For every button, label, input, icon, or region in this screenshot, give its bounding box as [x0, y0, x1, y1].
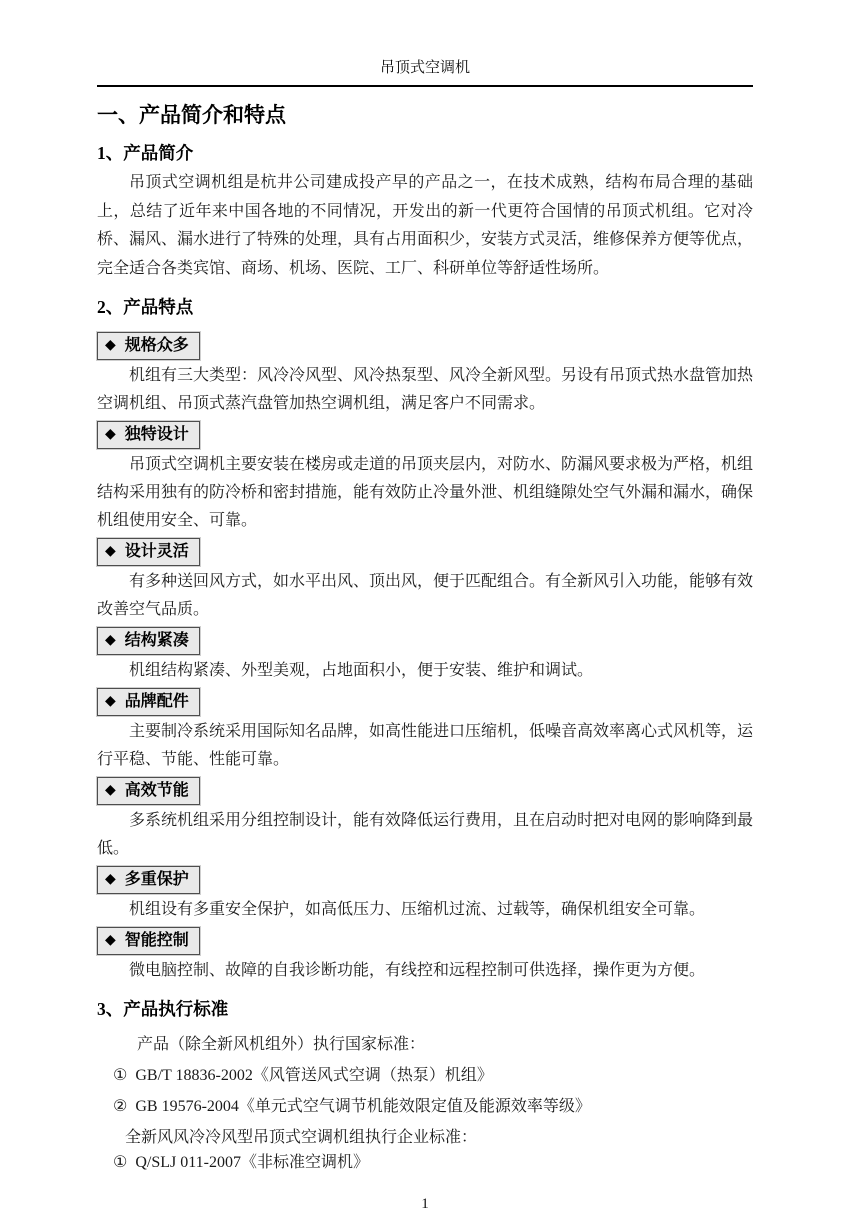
feature-badge [97, 332, 200, 360]
feature-badge [97, 777, 200, 805]
circled-number: ② [113, 1098, 128, 1115]
feature-block [97, 774, 753, 863]
section-heading-features: 2、产品特点 [97, 297, 194, 317]
feature-block [97, 418, 753, 535]
page-number: 1 [421, 1196, 429, 1212]
feature-body: 多系统机组采用分组控制设计，能有效降低运行费用，且在启动时把对电网的影响降到最低。 [97, 812, 754, 857]
feature-badge [97, 927, 200, 955]
feature-label: 智能控制 [124, 932, 189, 949]
feature-block [97, 535, 753, 624]
section-heading-standards: 3、产品执行标准 [97, 999, 229, 1019]
feature-label: 多重保护 [124, 871, 189, 888]
main-heading: 一、产品简介和特点 [97, 103, 286, 127]
standard-text: GB/T 18836-2002《风管送风式空调（热泵）机组》 [135, 1067, 493, 1084]
diamond-icon: ◆ [105, 783, 116, 798]
feature-block [97, 329, 753, 418]
feature-block [97, 924, 753, 985]
diamond-icon: ◆ [105, 633, 116, 648]
feature-body: 微电脑控制、故障的自我诊断功能，有线控和远程控制可供选择，操作更为方便。 [129, 962, 706, 979]
standard-text: Q/SLJ 011-2007《非标准空调机》 [135, 1154, 369, 1171]
feature-body: 机组结构紧凑、外型美观，占地面积小，便于安装、维护和调试。 [129, 662, 594, 679]
circled-number: ① [113, 1154, 128, 1171]
feature-label: 品牌配件 [124, 693, 189, 710]
feature-block [97, 624, 753, 685]
diamond-icon: ◆ [105, 694, 116, 709]
diamond-icon: ◆ [105, 544, 116, 559]
diamond-icon: ◆ [105, 427, 116, 442]
feature-label: 独特设计 [124, 426, 189, 443]
feature-list [97, 329, 753, 985]
feature-block [97, 863, 753, 924]
standard-item [97, 1065, 753, 1087]
feature-badge [97, 538, 200, 566]
feature-body: 机组设有多重安全保护，如高低压力、压缩机过流、过载等，确保机组安全可靠。 [129, 901, 706, 918]
diamond-icon: ◆ [105, 933, 116, 948]
feature-badge [97, 627, 200, 655]
feature-label: 结构紧凑 [124, 632, 189, 649]
feature-badge [97, 421, 200, 449]
diamond-icon: ◆ [105, 338, 116, 353]
header-title: 吊顶式空调机 [379, 60, 470, 76]
feature-body: 机组有三大类型：风冷冷风型、风冷热泵型、风冷全新风型。另设有吊顶式热水盘管加热空调机组、吊顶式蒸汽盘管加热空调机组，满足客户不同需求。 [97, 367, 754, 412]
national-standards-intro: 产品（除全新风机组外）执行国家标准： [137, 1036, 426, 1053]
standard-item [97, 1096, 753, 1118]
feature-label: 规格众多 [124, 337, 189, 354]
section-heading-intro: 1、产品简介 [97, 143, 194, 163]
diamond-icon: ◆ [105, 872, 116, 887]
feature-body: 主要制冷系统采用国际知名品牌，如高性能进口压缩机，低噪音高效率离心式风机等，运行平稳、节能、性能可靠。 [97, 723, 754, 768]
feature-badge [97, 866, 200, 894]
feature-badge [97, 688, 200, 716]
running-header [97, 58, 753, 87]
feature-label: 高效节能 [124, 782, 189, 799]
standard-item [97, 1152, 753, 1174]
feature-block [97, 685, 753, 774]
feature-body: 有多种送回风方式，如水平出风、顶出风，便于匹配组合。有全新风引入功能，能够有效改善空气品质。 [97, 573, 754, 618]
intro-paragraph: 吊顶式空调机组是杭井公司建成投产早的产品之一，在技术成熟，结构布局合理的基础上，总结了近年来中国各地的不同情况，开发出的新一代更符合国情的吊顶式机组。它对冷桥、漏风、漏水进行了特殊的处理，具有占用面积少，安装方式灵活，维修保养方便等优点，完全适合各类宾馆、商场、机场、医院、工厂、科研单位等舒适性场所。 [97, 174, 754, 277]
feature-label: 设计灵活 [124, 543, 189, 560]
enterprise-standards-intro: 全新风风冷冷风型吊顶式空调机组执行企业标准： [125, 1129, 478, 1146]
circled-number: ① [113, 1067, 128, 1084]
standard-text: GB 19576-2004《单元式空气调节机能效限定值及能源效率等级》 [135, 1098, 591, 1115]
feature-body: 吊顶式空调机主要安装在楼房或走道的吊顶夹层内，对防水、防漏风要求极为严格，机组结构采用独有的防冷桥和密封措施，能有效防止冷量外泄、机组缝隙处空气外漏和漏水，确保机组使用安全、可靠。 [97, 456, 754, 529]
